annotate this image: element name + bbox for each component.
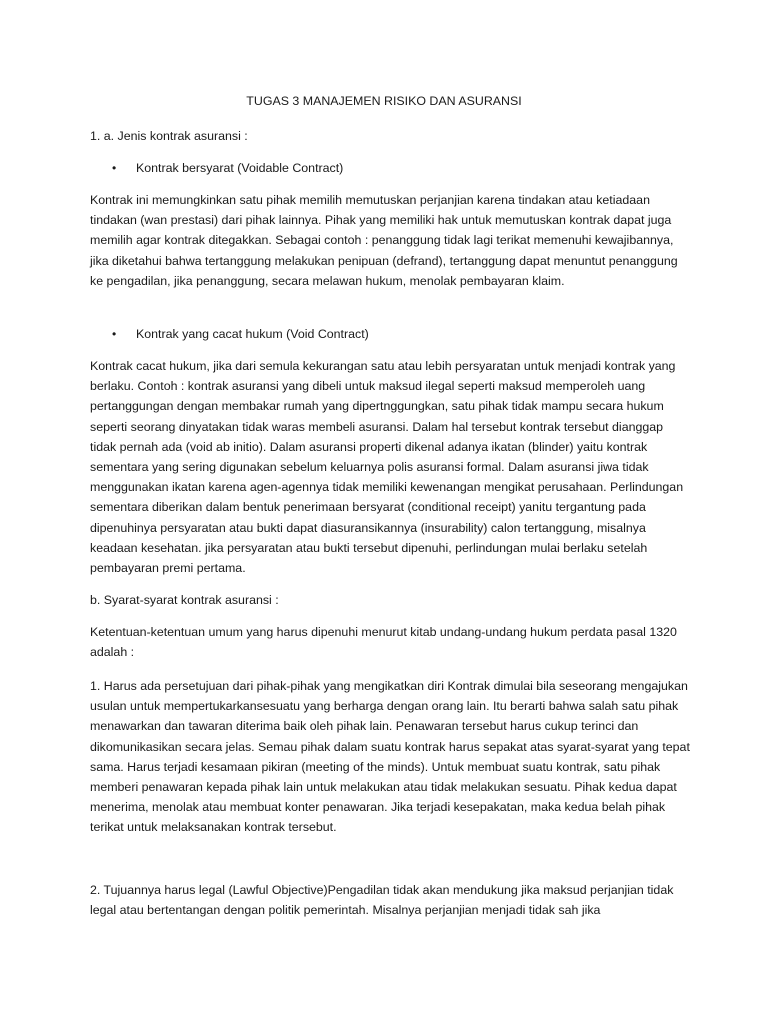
- bullet-icon: •: [112, 161, 117, 175]
- bullet-icon: •: [112, 327, 117, 341]
- question-1a-heading: 1. a. Jenis kontrak asuransi :: [90, 129, 248, 143]
- paragraph-kuhperdata-1320: Ketentuan-ketentuan umum yang harus dipenuhi menurut kitab undang-undang hukum perdata pasal 1320 adalah :: [90, 625, 677, 660]
- paragraph-condition-2: 2. Tujuannya harus legal (Lawful Objective)Pengadilan tidak akan mendukung jika maksud perjanjian tidak legal atau bertentangan dengan politik pemerintah. Misalnya perjanjian menjadi tidak sah jika: [90, 883, 674, 918]
- bullet-label: Kontrak bersyarat (Voidable Contract): [136, 161, 344, 175]
- paragraph-voidable-contract: Kontrak ini memungkinkan satu pihak memilih memutuskan perjanjian karena tindakan atau ketiadaan tindakan (wan prestasi) dari pihak lainnya. Pihak yang memiliki hak untuk memutuskan kontrak dapat juga memilih agar kontrak ditegakkan. Sebagai contoh : penanggung tidak lagi terikat memenuhi kewajibannya, jika diketahui bahwa tertanggung melakukan penipuan (defrand), tertanggung dapat menuntut penanggung ke pengadilan, jika penanggung, secara melawan hukum, menolak pembayaran klaim.: [90, 193, 678, 288]
- paragraph-void-contract: Kontrak cacat hukum, jika dari semula kekurangan satu atau lebih persyaratan untuk menjadi kontrak yang berlaku. Contoh : kontrak asuransi yang dibeli untuk maksud ilegal seperti maksud memperoleh uang pertanggungan dengan membakar rumah yang dipertnggungkan, satu pihak tidak mampu secara hukum seperti seorang dinyatakan tidak waras membeli asuransi. Dalam hal tersebut kontrak tersebut dianggap tidak pernah ada (void ab initio). Dalam asuransi properti dikenal adanya ikatan (blinder) yaitu kontrak sementara yang sering digunakan sebelum keluarnya polis asuransi formal. Dalam asuransi jiwa tidak menggunakan ikatan karena agen-agennya tidak memiliki kewenangan mengikat perusahaan. Perlindungan sementara diberikan dalam bentuk penerimaan bersyarat (conditional receipt) yanitu tergantung pada dipenuhinya persyaratan atau bukti dapat diasuransikannya (insurability) calon tertanggung, misalnya keadaan kesehatan. jika persyaratan atau bukti tersebut dipenuhi, perlindungan mulai berlaku setelah pembayaran premi pertama.: [90, 359, 684, 576]
- question-1b-heading: b. Syarat-syarat kontrak asuransi :: [90, 593, 279, 607]
- bullet-label: Kontrak yang cacat hukum (Void Contract): [136, 327, 369, 341]
- document-title: TUGAS 3 MANAJEMEN RISIKO DAN ASURANSI: [246, 94, 522, 108]
- paragraph-condition-1: 1. Harus ada persetujuan dari pihak-pihak yang mengikatkan diri Kontrak dimulai bila seseorang mengajukan usulan untuk mempertukarkansesuatu yang berharga dengan orang lain. Itu berarti bahwa salah satu pihak menawarkan dan tawaran diterima baik oleh pihak lain. Penawaran tersebut harus cukup terinci dan dikomunikasikan secara jelas. Semau pihak dalam suatu kontrak harus sepakat atas syarat-syarat yang tepat sama. Harus terjadi kesamaan pikiran (meeting of the minds). Untuk membuat suatu kontrak, satu pihak memberi penawaran kepada pihak lain untuk melakukan atau tidak melakukan sesuatu. Pihak kedua dapat menerima, menolak atau membuat konter penawaran. Jika terjadi kesepakatan, maka kedua belah pihak terikat untuk melaksanakan kontrak tersebut.: [90, 679, 690, 835]
